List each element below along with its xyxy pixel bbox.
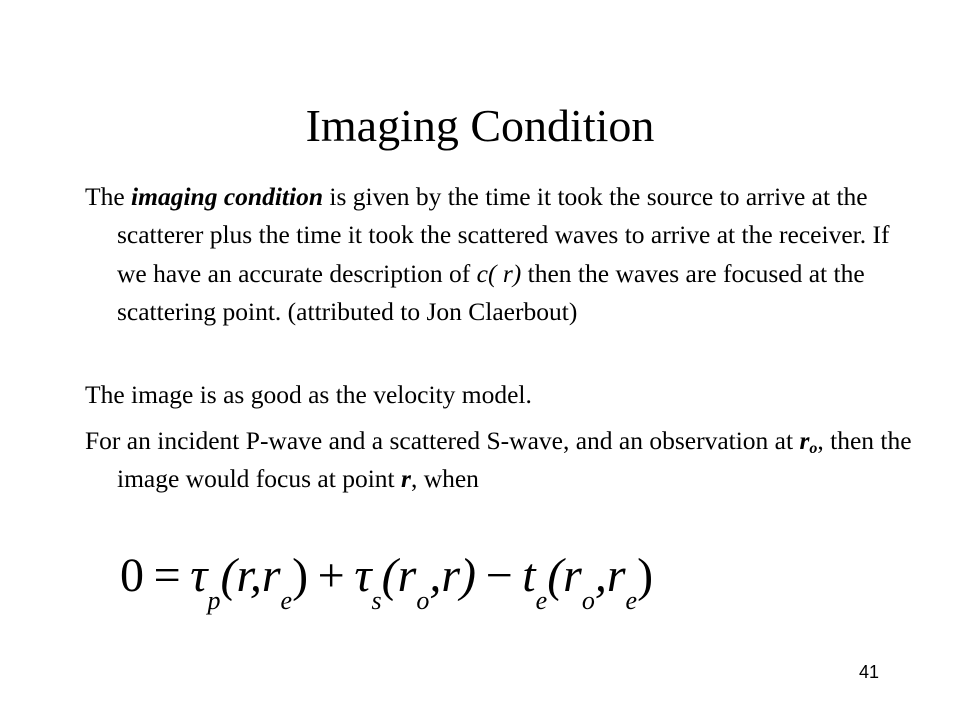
text: The [85,182,132,211]
emphasis-imaging-condition: imaging condition [131,182,324,211]
velocity-function: c( r) [476,258,522,288]
paragraph-incident-wave [85,422,917,499]
eq-close: ) [292,549,309,602]
eq-tau: τ [354,549,372,602]
eq-arg: (r,r [220,549,281,602]
eq-sub-e: e [625,586,638,615]
eq-sub-o: o [581,586,595,615]
text: , when [410,464,479,494]
eq-sub-s: s [371,586,382,615]
observation-point-r: r [799,426,810,455]
observation-subscript-o: o [809,440,818,457]
eq-arg: ,r) [429,549,476,602]
slide-title: Imaging Condition [305,100,655,151]
imaging-equation [120,548,653,628]
eq-close: ) [637,549,654,602]
text: , then the image would focus at point [117,426,912,494]
eq-t: t [522,549,536,602]
eq-arg: (r [381,549,417,602]
eq-minus: − [485,549,513,602]
eq-sub-e: e [535,586,548,615]
paragraph-imaging-condition [85,178,917,332]
paragraph-velocity-model: The image is as good as the velocity model. [85,380,532,409]
eq-arg: (r [547,549,582,602]
eq-sub-p: p [207,586,221,615]
page-number: 41 [859,662,880,682]
text: is given by the time it took the source to arrive at the scatterer plus the time it took the scattered waves to arrive at the receiver. If we have an accurate description of [117,182,890,288]
eq-tau: τ [190,549,208,602]
eq-plus: + [317,549,345,602]
eq-zero: 0 [120,549,144,602]
text: For an incident P-wave and a scattered S-wave, and an observation at [85,426,800,455]
focus-point-r: r [401,464,411,494]
eq-sub-o: o [416,586,430,615]
eq-equals: = [153,549,181,602]
text: then the waves are focused at the scattering point. (attributed to Jon Claerbout) [117,258,865,327]
eq-sub-e: e [280,586,293,615]
eq-arg: ,r [594,549,626,602]
